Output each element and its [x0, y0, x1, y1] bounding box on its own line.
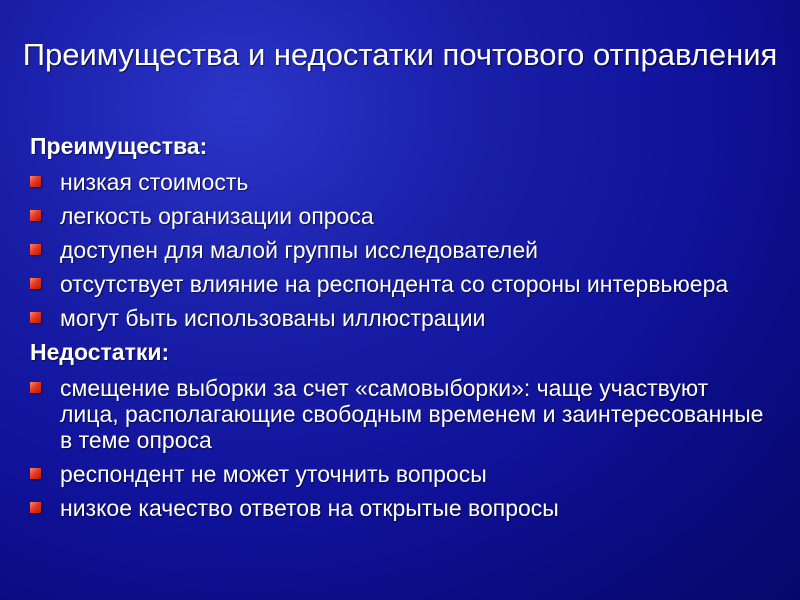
list-item	[30, 203, 770, 229]
red-square-bullet-icon	[30, 244, 41, 255]
list-item	[30, 169, 770, 195]
advantages-heading: Преимущества:	[30, 133, 208, 159]
list-item-text: низкое качество ответов на открытые вопросы	[60, 495, 559, 521]
red-square-bullet-icon	[30, 312, 41, 323]
list-item	[30, 495, 770, 521]
red-square-bullet-icon	[30, 278, 41, 289]
slide-title: Преимущества и недостатки почтового отправления	[22, 37, 778, 72]
list-item-text: легкость организации опроса	[60, 203, 374, 229]
list-item	[30, 461, 770, 487]
list-item	[30, 271, 770, 297]
list-item-text: отсутствует влияние на респондента со стороны интервьюера	[60, 271, 729, 297]
red-square-bullet-icon	[30, 176, 41, 187]
list-item	[30, 305, 770, 331]
list-item-text: низкая стоимость	[60, 169, 249, 195]
disadvantages-heading: Недостатки:	[30, 339, 170, 365]
list-item	[30, 375, 770, 453]
list-item	[30, 237, 770, 263]
list-item-text: могут быть использованы иллюстрации	[60, 305, 486, 331]
advantages-section	[30, 133, 770, 331]
red-square-bullet-icon	[30, 210, 41, 221]
red-square-bullet-icon	[30, 468, 41, 479]
advantages-list	[30, 169, 770, 331]
list-item-text: респондент не может уточнить вопросы	[60, 461, 487, 487]
slide-content	[30, 133, 770, 529]
list-item-text: доступен для малой группы исследователей	[60, 237, 538, 263]
red-square-bullet-icon	[30, 502, 41, 513]
red-square-bullet-icon	[30, 382, 41, 393]
list-item-text: смещение выборки за счет «самовыборки»: чаще участвуют лица, располагающие свободным временем и заинтересованные в теме опроса	[60, 375, 764, 453]
disadvantages-list	[30, 375, 770, 521]
disadvantages-section	[30, 339, 770, 521]
